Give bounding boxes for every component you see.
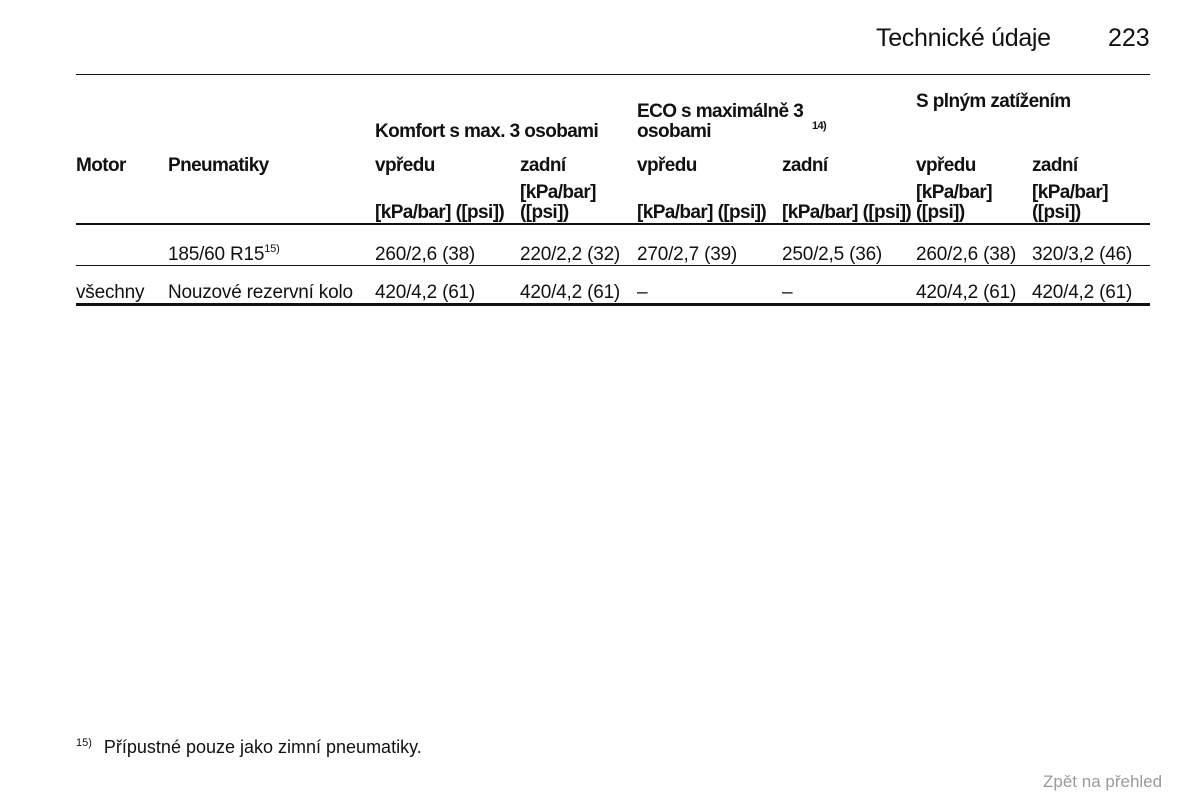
cell-value: 270/2,7 (39) — [637, 225, 782, 266]
unit-eco-front: [kPa/bar] ([psi]) — [637, 202, 767, 223]
tire-size: 185/60 R15 — [168, 244, 265, 265]
footnote — [76, 737, 422, 758]
back-to-overview-link[interactable]: Zpět na přehled — [1043, 772, 1163, 791]
subheader-row — [76, 142, 1150, 176]
table-row — [76, 266, 1150, 305]
footnote-mark: 15) — [76, 737, 92, 749]
col-motor: Motor — [76, 155, 126, 176]
cell-value: 320/3,2 (46) — [1032, 225, 1150, 266]
table-row — [76, 225, 1150, 266]
cell-value: 260/2,6 (38) — [916, 225, 1032, 266]
footnote-ref-15: 15) — [264, 243, 280, 255]
footnote-text: Přípustné pouze jako zimní pneumatiky. — [103, 737, 422, 757]
col-full-front: vpředu — [916, 155, 976, 176]
group-comfort: Komfort s max. 3 osobami — [375, 121, 599, 142]
units-row — [76, 176, 1150, 224]
group-eco-label: ECO s maximálně 3 osobami — [637, 101, 804, 142]
col-tires: Pneumatiky — [168, 155, 269, 176]
cell-tire: Nouzové rezervní kolo — [168, 266, 375, 305]
group-full-load: S plným zatížením — [916, 91, 1071, 112]
page-number: 223 — [1108, 24, 1150, 52]
unit-comfort-rear: [kPa/bar] ([psi]) — [520, 182, 596, 223]
unit-full-front: [kPa/bar] ([psi]) — [916, 182, 992, 223]
cell-value: 420/4,2 (61) — [375, 266, 520, 305]
unit-full-rear: [kPa/bar] ([psi]) — [1032, 182, 1108, 223]
col-comfort-rear: zadní — [520, 155, 566, 176]
col-full-rear: zadní — [1032, 155, 1078, 176]
cell-value: – — [637, 266, 782, 305]
cell-value: 420/4,2 (61) — [520, 266, 637, 305]
col-eco-front: vpředu — [637, 155, 697, 176]
group-eco — [637, 92, 916, 142]
cell-motor — [76, 225, 168, 266]
cell-tire — [168, 225, 375, 266]
header-rule — [76, 74, 1150, 75]
cell-value: 420/4,2 (61) — [916, 266, 1032, 305]
page-title: Technické údaje — [876, 24, 1051, 52]
cell-value: – — [782, 266, 916, 305]
footnote-ref-14: 14) — [812, 120, 827, 132]
cell-value: 420/4,2 (61) — [1032, 266, 1150, 305]
cell-motor: všechny — [76, 266, 168, 305]
unit-comfort-front: [kPa/bar] ([psi]) — [375, 202, 505, 223]
unit-eco-rear: [kPa/bar] ([psi]) — [782, 202, 912, 223]
cell-value: 260/2,6 (38) — [375, 225, 520, 266]
col-comfort-front: vpředu — [375, 155, 435, 176]
group-header-row — [76, 92, 1150, 142]
cell-value: 220/2,2 (32) — [520, 225, 637, 266]
col-eco-rear: zadní — [782, 155, 828, 176]
cell-value: 250/2,5 (36) — [782, 225, 916, 266]
tire-pressure-table — [76, 92, 1150, 306]
